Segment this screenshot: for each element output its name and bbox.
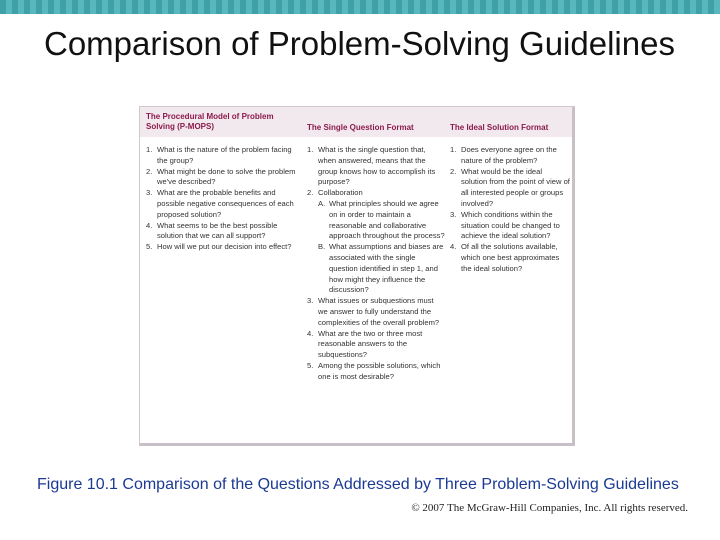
item-text: What are the two or three most reasonable answers to the subquestions? (318, 328, 423, 360)
item-number: 2. (307, 188, 314, 198)
column-ideal-solution-list (450, 145, 570, 275)
column-header-single-question: The Single Question Format (307, 123, 414, 132)
column-header-pmops: The Procedural Model of Problem Solving (P-MOPS) (146, 112, 274, 131)
item-text: Does everyone agree on the nature of the problem? (461, 145, 557, 165)
column-header-ideal-solution: The Ideal Solution Format (450, 123, 549, 132)
list-item (450, 167, 570, 210)
item-number: 2. (450, 166, 457, 176)
item-number: 1. (307, 145, 314, 154)
sub-item (318, 199, 445, 242)
list-item (146, 221, 296, 243)
list-item (146, 242, 296, 253)
column-pmops-list (146, 145, 296, 253)
copyright-notice: © 2007 The McGraw-Hill Companies, Inc. All rights reserved. (411, 502, 688, 514)
sub-item-letter: A. (318, 198, 326, 208)
list-item (146, 167, 296, 189)
slide-title: Comparison of Problem-Solving Guidelines (44, 25, 675, 62)
top-decorative-bar (0, 0, 720, 14)
list-item (450, 145, 570, 167)
item-text: What issues or subquestions must we answer to fully understand the complexities of the overall problem? (318, 296, 440, 327)
list-item (307, 329, 445, 361)
item-text: What seems to be the best possible solution that we can all support? (157, 220, 278, 241)
item-text: Among the possible solutions, which one is most desirable? (318, 360, 441, 381)
item-text: How will we put our decision into effect? (157, 242, 292, 252)
item-number: 3. (307, 296, 314, 306)
item-text: What is the single question that, when answered, means that the group knows how to accomplish its purpose? (318, 145, 436, 187)
item-number: 4. (450, 242, 457, 252)
item-number: 5. (146, 242, 153, 252)
sub-item-text: What assumptions and biases are associated with the single question identified in step 1, and how might they influence the discussion? (329, 242, 444, 295)
item-text: What might be done to solve the problem we've described? (157, 166, 296, 187)
figure-caption: Figure 10.1 Comparison of the Questions Addressed by Three Problem-Solving Guidelines (37, 476, 679, 493)
list-item (450, 242, 570, 274)
item-number: 3. (450, 209, 457, 219)
item-text: What are the probable benefits and possible negative consequences of each proposed solution? (157, 188, 294, 219)
item-number: 3. (146, 188, 153, 198)
sub-item-letter: B. (318, 242, 326, 252)
item-number: 1. (450, 145, 457, 154)
item-number: 2. (146, 166, 153, 176)
list-item (450, 210, 570, 242)
item-text: What would be the ideal solution from the point of view of all interested people or groups involved? (461, 166, 570, 208)
item-number: 4. (307, 328, 314, 338)
list-item (146, 188, 296, 220)
list-item (307, 145, 445, 188)
list-item (307, 361, 445, 383)
item-text: Which conditions within the situation could be changed to achieve the ideal solution? (461, 209, 560, 241)
sub-item (318, 242, 445, 296)
list-item (307, 296, 445, 328)
sub-item-text: What principles should we agree on in order to maintain a reasonable and collaborative approach throughout the process? (329, 198, 445, 241)
comparison-table (139, 106, 575, 446)
item-number: 5. (307, 360, 314, 370)
item-number: 1. (146, 145, 153, 154)
list-item (146, 145, 296, 167)
item-text: Of all the solutions available, which one best approximates the ideal solution? (461, 242, 560, 273)
item-text: What is the nature of the problem facing the group? (157, 145, 292, 165)
list-item (307, 188, 445, 199)
item-text: Collaboration (318, 188, 363, 198)
column-single-question-list (307, 145, 445, 383)
item-number: 4. (146, 220, 153, 230)
